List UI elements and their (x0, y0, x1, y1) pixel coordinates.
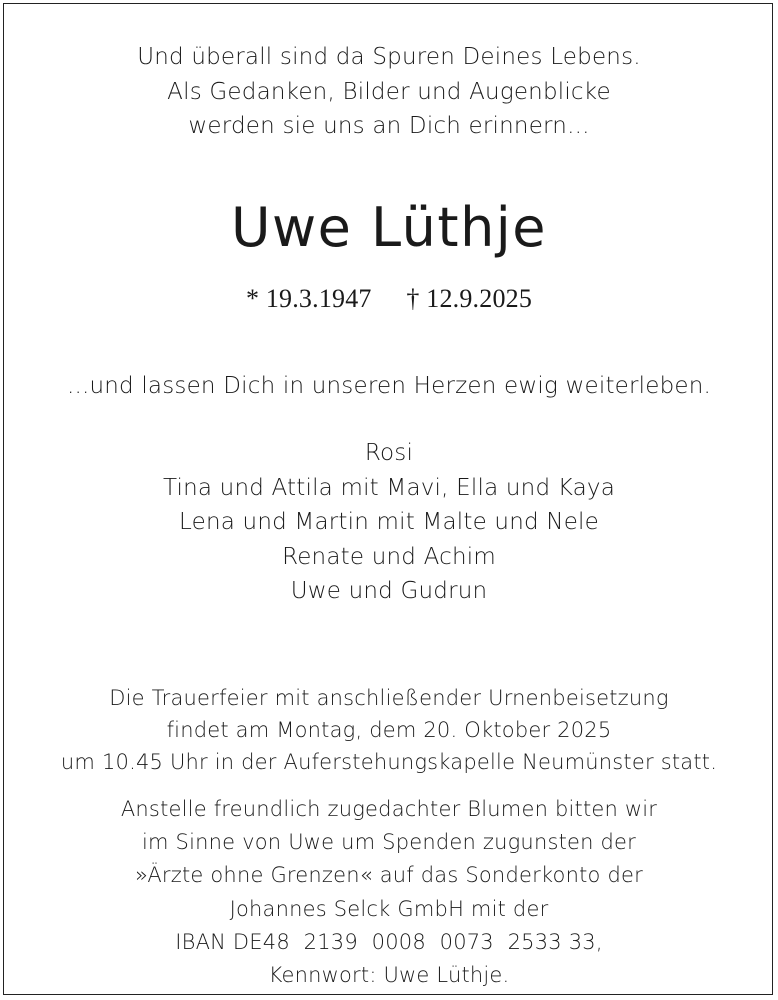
mourners-list (0, 436, 778, 609)
ceremony-line: Die Trauerfeier mit anschließender Urnenbeisetzung (109, 686, 669, 710)
donation-line: im Sinne von Uwe um Spenden zugunsten der (141, 830, 637, 855)
birth-date: * 19.3.1947 (245, 284, 372, 313)
mourner-entry: Rosi (364, 440, 414, 466)
deceased-name: Uwe Lüthje (230, 196, 548, 259)
ceremony-line: um 10.45 Uhr in der Auferstehungskapelle Neumünster statt. (60, 750, 718, 774)
iban-line: IBAN DE48 2139 0008 0073 2533 33, (175, 929, 603, 954)
mourner-entry: Tina und Attila mit Mavi, Ella und Kaya (162, 474, 616, 501)
mourner-entry: Renate und Achim (282, 543, 496, 570)
verse-line: werden sie uns an Dich erinnern... (188, 113, 590, 139)
ceremony-info (0, 682, 778, 778)
memorial-verse (0, 40, 778, 144)
verse-line: Und überall sind da Spuren Deines Lebens. (137, 44, 641, 70)
ceremony-line: findet am Montag, dem 20. Oktober 2025 (166, 718, 612, 742)
death-date: † 12.9.2025 (406, 284, 533, 313)
verse-line: Als Gedanken, Bilder und Augenblicke (167, 78, 611, 105)
donation-info (0, 793, 778, 992)
donation-line: Anstelle freundlich zugedachter Blumen bitten wir (120, 797, 658, 821)
mourner-entry: Lena und Martin mit Malte und Nele (179, 509, 599, 535)
donation-line: »Ärzte ohne Grenzen« auf das Sonderkonto der (135, 863, 643, 888)
mourner-entry: Uwe und Gudrun (290, 578, 488, 604)
donation-line: Johannes Selck GmbH mit der (229, 896, 549, 921)
closing-line: ...und lassen Dich in unseren Herzen ewig weiterleben. (66, 373, 712, 399)
life-dates (0, 282, 778, 316)
donation-line: Kennwort: Uwe Lüthje. (268, 963, 510, 988)
